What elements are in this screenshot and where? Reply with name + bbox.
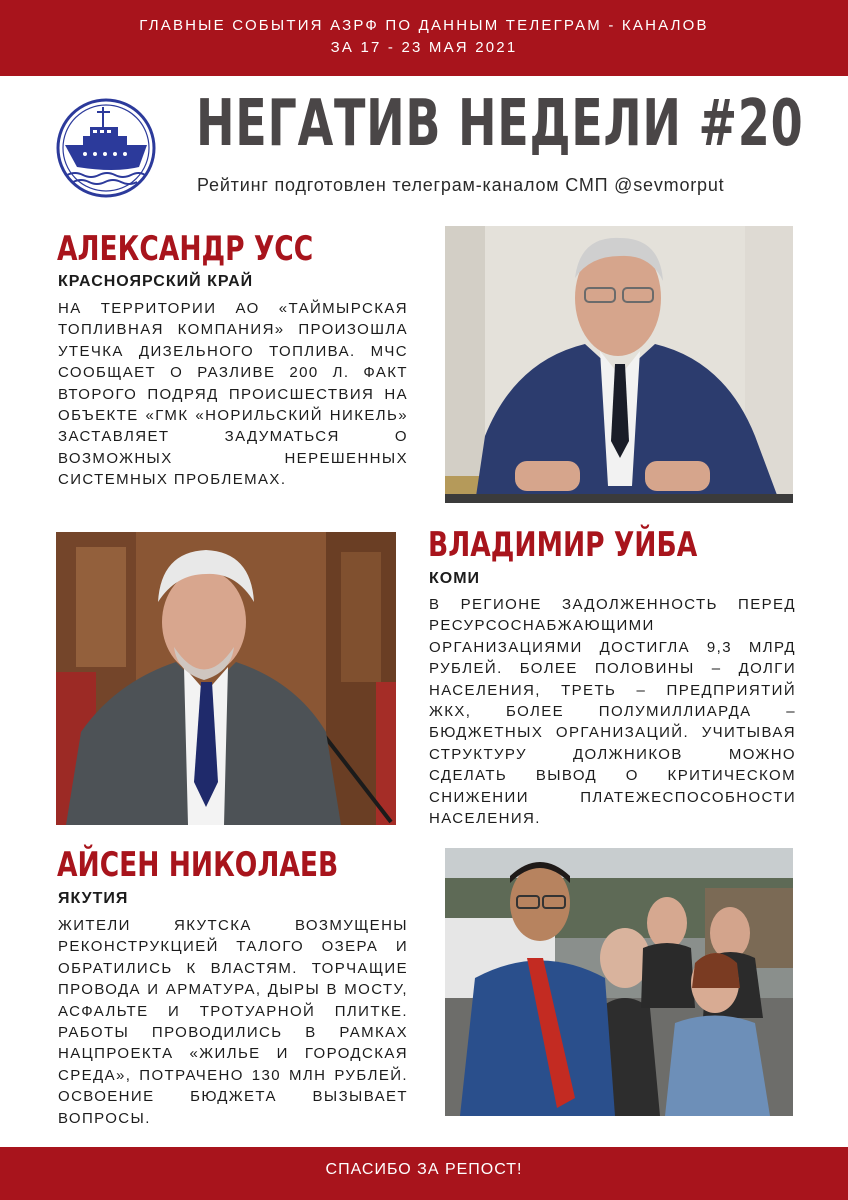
portrait-photo [445, 226, 793, 503]
entry-name: АЙСЕН НИКОЛАЕВ [57, 845, 339, 885]
portrait-photo [56, 532, 396, 825]
group-photo [445, 848, 793, 1116]
entry-region: КРАСНОЯРСКИЙ КРАЙ [58, 273, 254, 290]
entry-text: В РЕГИОНЕ ЗАДОЛЖЕННОСТЬ ПЕРЕД РЕСУРСОСНАБЖАЮЩИМИ ОРГАНИЗАЦИЯМИ ДОСТИГЛА 9,3 МЛРД РУБЛЕЙ. БОЛЕЕ ПОЛОВИНЫ – ДОЛГИ НАСЕЛЕНИЯ, ТРЕТЬ – ПРЕДПРИЯТИЙ ЖКХ, БОЛЕЕ ПОЛУМИЛЛИАРДА – БЮДЖЕТНЫХ ОРГАНИЗАЦИЙ. УЧИТЫВАЯ СТРУКТУРУ ДОЛЖНИКОВ МОЖНО СДЕЛАТЬ ВЫВОД О КРИТИЧЕСКОМ СНИЖЕНИИ ПЛАТЕЖЕСПОСОБНОСТИ НАСЕЛЕНИЯ. [429, 596, 796, 828]
entry-name: АЛЕКСАНДР УСС [57, 229, 314, 269]
entry-name: ВЛАДИМИР УЙБА [428, 525, 698, 565]
footer-repost-text: СПАСИБО ЗА РЕПОСТ! [325, 1161, 523, 1178]
entry-region: ЯКУТИЯ [58, 890, 129, 907]
footer-bar [0, 1147, 848, 1200]
entry-region: КОМИ [429, 570, 481, 587]
header-line-1: ГЛАВНЫЕ СОБЫТИЯ АЗРФ ПО ДАННЫМ ТЕЛЕГРАМ - КАНАЛОВ [139, 17, 709, 34]
entry-text: ЖИТЕЛИ ЯКУТСКА ВОЗМУЩЕНЫ РЕКОНСТРУКЦИЕЙ ТАЛОГО ОЗЕРА И ОБРАТИЛИСЬ К ВЛАСТЯМ. ТОРЧАЩИЕ ПРОВОДА И АРМАТУРА, ДЫРЫ В МОСТУ, АСФАЛЬТЕ И ТРОТУАРНОЙ ПЛИТКЕ. РАБОТЫ ПРОВОДИЛИСЬ В РАМКАХ НАЦПРОЕКТА «ЖИЛЬЕ И ГОРОДСКАЯ СРЕДА», ПОТРАЧЕНО 130 МЛН РУБЛЕЙ. ОСВОЕНИЕ БЮДЖЕТА ВЫЗЫВАЕТ ВОПРОСЫ. [58, 917, 408, 1127]
page-title: НЕГАТИВ НЕДЕЛИ #20 [196, 87, 804, 161]
page-subtitle: Рейтинг подготовлен телеграм-каналом СМП @sevmorput [197, 175, 725, 195]
header-line-2: ЗА 17 - 23 МАЯ 2021 [330, 39, 518, 56]
header-bar [0, 0, 848, 76]
entry-text: НА ТЕРРИТОРИИ АО «ТАЙМЫРСКАЯ ТОПЛИВНАЯ КОМПАНИЯ» ПРОИЗОШЛА УТЕЧКА ДИЗЕЛЬНОГО ТОПЛИВА. МЧС СООБЩАЕТ О РАЗЛИВЕ 200 Л. ФАКТ ВТОРОГО ПОДРЯД ПРОИСШЕСТВИЯ НА ОБЪЕКТЕ «ГМК «НОРИЛЬСКИЙ НИКЕЛЬ» ЗАСТАВЛЯЕТ ЗАДУМАТЬСЯ О ВОЗМОЖНЫХ НЕРЕШЕННЫХ СИСТЕМНЫХ ПРОБЛЕМАХ. [58, 300, 408, 489]
icebreaker-ship-icon [55, 97, 157, 199]
